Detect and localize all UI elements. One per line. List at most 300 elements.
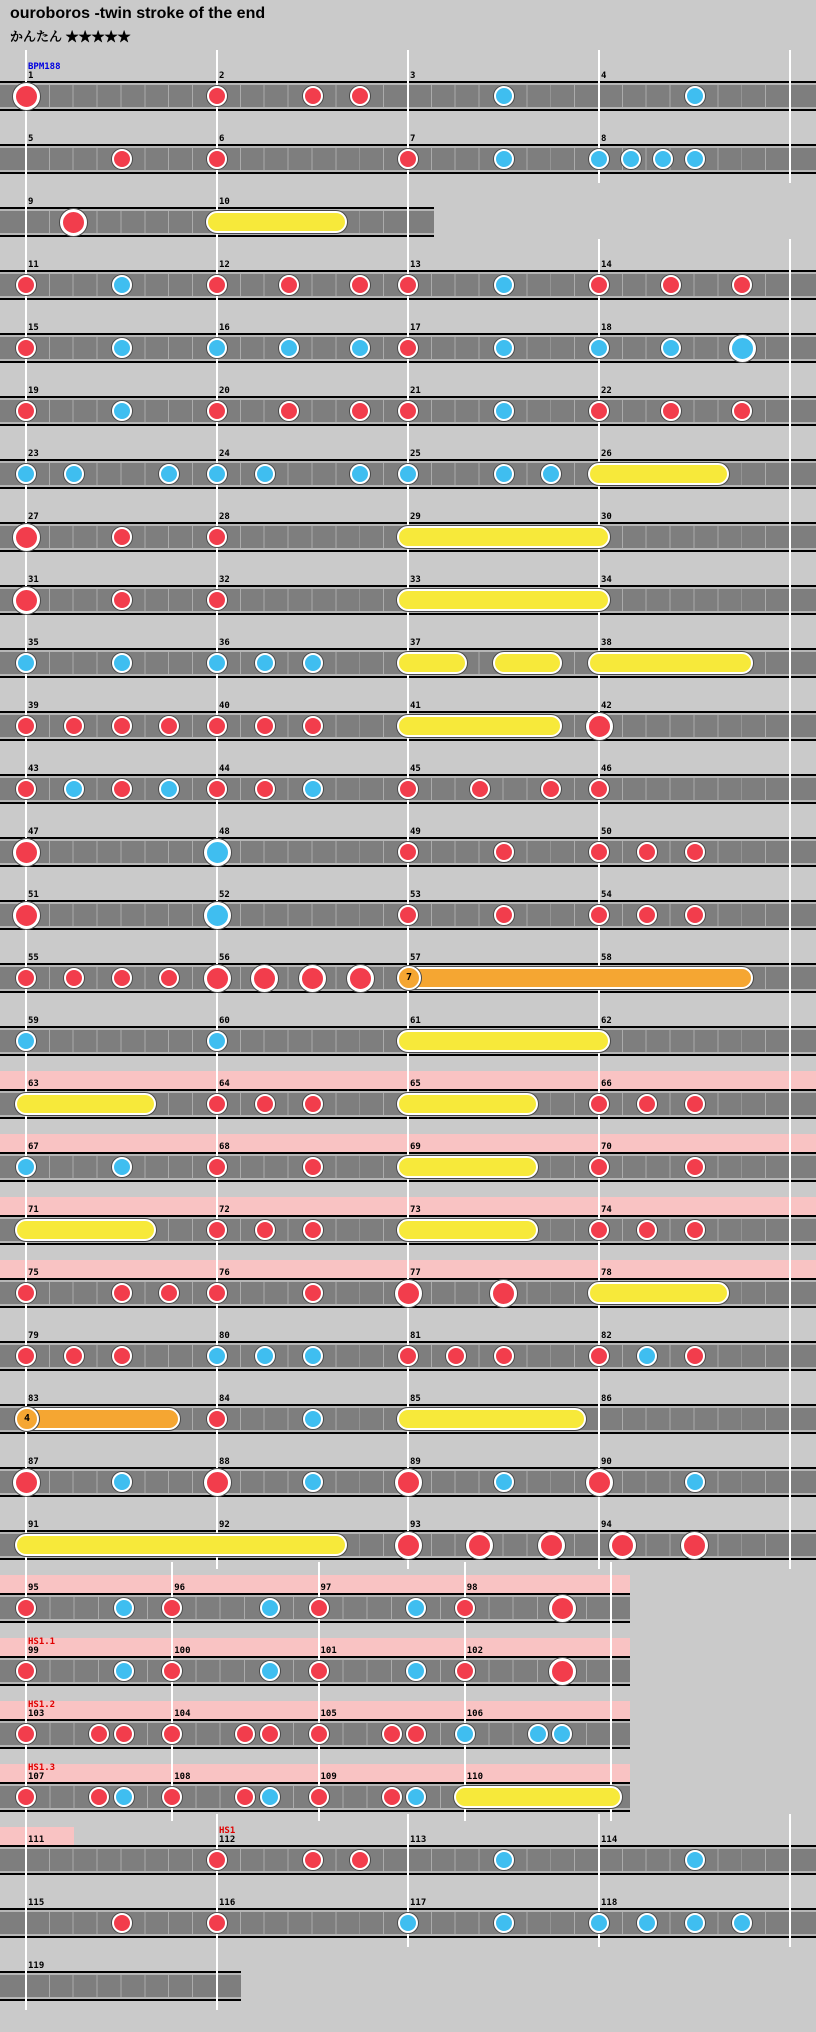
measure-number: 82 [601, 1331, 612, 1341]
don-note [589, 1157, 609, 1177]
ka-note [260, 1661, 280, 1681]
measure-number: 95 [28, 1583, 39, 1593]
track-tail-segment [790, 335, 816, 361]
don-note [255, 716, 275, 736]
don-note [303, 1220, 323, 1240]
ka-note-big [729, 335, 756, 362]
track-tail-segment [790, 1469, 816, 1495]
ka-note [16, 464, 36, 484]
measure-number: 22 [601, 386, 612, 396]
drumroll [397, 1093, 538, 1115]
ka-note [685, 1472, 705, 1492]
measure-number: 50 [601, 827, 612, 837]
drumroll [397, 715, 562, 737]
measure-number: 8 [601, 134, 607, 144]
measure-number: 36 [219, 638, 230, 648]
don-note [64, 968, 84, 988]
measure-number: 53 [410, 890, 421, 900]
measure-number: 73 [410, 1205, 421, 1215]
ka-note [114, 1661, 134, 1681]
ka-note-big [204, 839, 231, 866]
ka-note [207, 653, 227, 673]
measure-line [216, 50, 218, 120]
drumroll [397, 1156, 538, 1178]
track-tail-segment [611, 1721, 630, 1747]
measure-number: 86 [601, 1394, 612, 1404]
ka-note [494, 149, 514, 169]
track-tail-segment [790, 1280, 816, 1306]
measure-line [598, 302, 600, 372]
chart-row [0, 1575, 816, 1638]
measure-number: 19 [28, 386, 39, 396]
measure-line [789, 1058, 791, 1128]
measure-number: 98 [466, 1583, 478, 1593]
don-note [64, 716, 84, 736]
track-tail-segment [790, 1406, 816, 1432]
track-tail-segment [790, 902, 816, 928]
ka-note [494, 1850, 514, 1870]
measure-number: 97 [320, 1583, 332, 1593]
don-note [589, 1220, 609, 1240]
measure-number: 103 [28, 1709, 45, 1719]
don-note-big [13, 587, 40, 614]
measure-line [216, 1247, 218, 1317]
measure-number: 114 [601, 1835, 618, 1845]
measure-number: 81 [410, 1331, 421, 1341]
don-note [112, 1283, 132, 1303]
measure-line [25, 1688, 27, 1758]
measure-number: 23 [28, 449, 39, 459]
measure-segment [26, 902, 217, 928]
don-note [589, 779, 609, 799]
don-note [685, 905, 705, 925]
ka-note [207, 1031, 227, 1051]
measure-line [25, 617, 27, 687]
don-note-big [395, 1532, 422, 1559]
measure-number: 26 [601, 449, 612, 459]
measure-line [216, 1940, 218, 2010]
measure-line [464, 1562, 466, 1632]
ka-note [685, 1913, 705, 1933]
measure-line [318, 1751, 320, 1821]
ka-note [16, 1031, 36, 1051]
measure-line [789, 617, 791, 687]
ka-note [589, 1913, 609, 1933]
measure-number: 116 [219, 1898, 236, 1908]
measure-segment [26, 1973, 217, 1999]
measure-number: 3 [410, 71, 416, 81]
measure-segment [408, 1532, 599, 1558]
measure-segment [599, 524, 790, 550]
don-note [16, 1283, 36, 1303]
measure-segment [26, 83, 217, 109]
don-note [89, 1724, 109, 1744]
don-note-big [395, 1469, 422, 1496]
don-note [279, 401, 299, 421]
ka-note [661, 338, 681, 358]
measure-segment [599, 1028, 790, 1054]
measure-line [598, 1184, 600, 1254]
ka-note [112, 1157, 132, 1177]
don-note [309, 1787, 329, 1807]
don-note [406, 1724, 426, 1744]
don-note-big [13, 902, 40, 929]
note-track [0, 1971, 241, 2001]
measure-line [610, 1562, 612, 1632]
don-note-big [204, 1469, 231, 1496]
don-note [207, 86, 227, 106]
measure-segment [217, 335, 408, 361]
measure-line [789, 1436, 791, 1506]
don-note [382, 1787, 402, 1807]
measure-line [789, 113, 791, 183]
don-note [303, 1157, 323, 1177]
measure-number: 7 [410, 134, 416, 144]
measure-line [216, 491, 218, 561]
don-note-big [586, 713, 613, 740]
don-note [16, 401, 36, 421]
measure-line [789, 365, 791, 435]
measure-line [789, 1499, 791, 1569]
measure-number: 117 [410, 1898, 427, 1908]
measure-line [216, 1310, 218, 1380]
track-lead-segment [0, 1910, 26, 1936]
don-note-big [13, 839, 40, 866]
measure-number: 85 [410, 1394, 421, 1404]
don-note [207, 275, 227, 295]
balloon-note [397, 967, 753, 989]
don-note-big [538, 1532, 565, 1559]
don-note-big [490, 1280, 517, 1307]
ka-note [653, 149, 673, 169]
don-note-big [586, 1469, 613, 1496]
measure-segment [217, 524, 408, 550]
measure-number: 46 [601, 764, 612, 774]
don-note [303, 1850, 323, 1870]
measure-line [598, 365, 600, 435]
drumroll [493, 652, 563, 674]
measure-line [407, 239, 409, 309]
measure-line [25, 1751, 27, 1821]
ka-note [303, 1409, 323, 1429]
measure-segment [217, 146, 408, 172]
measure-line [407, 869, 409, 939]
measure-line [407, 1877, 409, 1947]
measure-number: 79 [28, 1331, 39, 1341]
chart-row [0, 1638, 816, 1701]
measure-line [598, 1373, 600, 1443]
balloon-count: 4 [15, 1407, 39, 1431]
measure-number: 62 [601, 1016, 612, 1026]
measure-segment [599, 776, 790, 802]
measure-number: 30 [601, 512, 612, 522]
measure-number: 76 [219, 1268, 230, 1278]
don-note [398, 401, 418, 421]
drumroll [397, 652, 467, 674]
measure-segment [217, 839, 408, 865]
measure-number: 92 [219, 1520, 230, 1530]
measure-line [789, 1310, 791, 1380]
measure-line [789, 1121, 791, 1191]
ka-note [207, 1346, 227, 1366]
drumroll [397, 1408, 586, 1430]
measure-line [407, 806, 409, 876]
ka-note [637, 1913, 657, 1933]
measure-number: 88 [219, 1457, 230, 1467]
measure-number: 34 [601, 575, 612, 585]
measure-line [598, 50, 600, 120]
drumroll [588, 463, 729, 485]
chart-row [0, 1890, 816, 1953]
gogo-band [0, 1638, 630, 1656]
don-note [455, 1598, 475, 1618]
measure-line [25, 680, 27, 750]
measure-number: 42 [601, 701, 612, 711]
ka-note [406, 1787, 426, 1807]
measure-line [216, 1058, 218, 1128]
don-note [112, 1913, 132, 1933]
measure-line [407, 302, 409, 372]
measure-line [789, 302, 791, 372]
measure-line [598, 743, 600, 813]
track-tail-segment [790, 146, 816, 172]
measure-number: 63 [28, 1079, 39, 1089]
measure-line [25, 113, 27, 183]
measure-line [25, 428, 27, 498]
don-note [589, 842, 609, 862]
measure-line [789, 932, 791, 1002]
drumroll [397, 1219, 538, 1241]
measure-line [216, 554, 218, 624]
don-note [637, 1220, 657, 1240]
ka-note [303, 779, 323, 799]
don-note [382, 1724, 402, 1744]
track-tail-segment [790, 776, 816, 802]
measure-line [598, 1877, 600, 1947]
chart-row [0, 1701, 816, 1764]
drumroll [15, 1219, 156, 1241]
don-note [112, 779, 132, 799]
don-note-big [347, 965, 374, 992]
don-note [16, 1724, 36, 1744]
measure-number: 119 [28, 1961, 45, 1971]
measure-line [216, 995, 218, 1065]
don-note [309, 1661, 329, 1681]
don-note-big [549, 1595, 576, 1622]
measure-number: 44 [219, 764, 230, 774]
measure-line [216, 617, 218, 687]
drumroll [206, 211, 347, 233]
measure-number: 5 [28, 134, 34, 144]
don-note-big [466, 1532, 493, 1559]
don-note [16, 1346, 36, 1366]
measure-line [25, 365, 27, 435]
ka-note-big [204, 902, 231, 929]
ka-note [255, 1346, 275, 1366]
measure-line [216, 1877, 218, 1947]
measure-segment [26, 461, 217, 487]
measure-number: 80 [219, 1331, 230, 1341]
measure-number: 75 [28, 1268, 39, 1278]
don-note [207, 590, 227, 610]
measure-number: 115 [28, 1898, 45, 1908]
measure-number: 70 [601, 1142, 612, 1152]
measure-number: 9 [28, 197, 34, 207]
don-note [89, 1787, 109, 1807]
measure-segment [319, 1658, 465, 1684]
measure-number: 90 [601, 1457, 612, 1467]
measure-segment [599, 272, 790, 298]
ka-note [494, 464, 514, 484]
ka-note [637, 1346, 657, 1366]
measure-number: 48 [219, 827, 230, 837]
ka-note [406, 1661, 426, 1681]
don-note [207, 1157, 227, 1177]
track-tail-segment [790, 1028, 816, 1054]
measure-segment [217, 1028, 408, 1054]
balloon-note [15, 1408, 180, 1430]
drumroll [15, 1534, 347, 1556]
ka-note [112, 401, 132, 421]
ka-note [494, 338, 514, 358]
measure-segment [26, 1595, 172, 1621]
ka-note [114, 1598, 134, 1618]
measure-line [318, 1625, 320, 1695]
measure-number: 65 [410, 1079, 421, 1089]
don-note [207, 527, 227, 547]
bpm-label: BPM188 [28, 62, 61, 72]
measure-segment [599, 713, 790, 739]
measure-number: 6 [219, 134, 225, 144]
measure-line [598, 113, 600, 183]
don-note-big [395, 1280, 422, 1307]
don-note [446, 1346, 466, 1366]
measure-number: 17 [410, 323, 421, 333]
measure-number: 4 [601, 71, 607, 81]
measure-line [789, 491, 791, 561]
ka-note [260, 1787, 280, 1807]
measure-number: 68 [219, 1142, 230, 1152]
ka-note [494, 1472, 514, 1492]
don-note [494, 842, 514, 862]
measure-line [598, 239, 600, 309]
balloon-count: 7 [397, 966, 421, 990]
measure-line [789, 1247, 791, 1317]
don-note-big [681, 1532, 708, 1559]
measure-line [216, 680, 218, 750]
don-note [207, 1220, 227, 1240]
measure-number: 31 [28, 575, 39, 585]
don-note [255, 1094, 275, 1114]
ka-note [621, 149, 641, 169]
measure-number: 118 [601, 1898, 618, 1908]
measure-segment [172, 1595, 318, 1621]
measure-line [25, 1310, 27, 1380]
don-note [398, 779, 418, 799]
don-note [494, 1346, 514, 1366]
don-note [16, 716, 36, 736]
ka-note [494, 1913, 514, 1933]
drumroll [588, 1282, 729, 1304]
measure-number: 37 [410, 638, 421, 648]
measure-number: 77 [410, 1268, 421, 1278]
chart-row [0, 1512, 816, 1575]
measure-line [216, 365, 218, 435]
measure-line [789, 995, 791, 1065]
track-tail-segment [790, 1910, 816, 1936]
ka-note [685, 149, 705, 169]
measure-number: 99 [28, 1646, 39, 1656]
measure-number: 13 [410, 260, 421, 270]
measure-number: 35 [28, 638, 39, 648]
ka-note [112, 338, 132, 358]
don-note [279, 275, 299, 295]
measure-number: 57 [410, 953, 421, 963]
don-note [255, 1220, 275, 1240]
track-tail-segment [790, 1532, 816, 1558]
ka-note [112, 653, 132, 673]
don-note-big [549, 1658, 576, 1685]
don-note [303, 716, 323, 736]
drumroll [397, 1030, 610, 1052]
hs-label: HS1.2 [28, 1700, 56, 1710]
ka-note [398, 1913, 418, 1933]
measure-number: 58 [601, 953, 612, 963]
measure-line [464, 1688, 466, 1758]
measure-line [610, 1625, 612, 1695]
measure-number: 49 [410, 827, 421, 837]
don-note [661, 401, 681, 421]
ka-note [255, 653, 275, 673]
measure-segment [465, 1595, 611, 1621]
measure-segment [599, 1406, 790, 1432]
measure-line [598, 1310, 600, 1380]
don-note [260, 1724, 280, 1744]
don-note [16, 1598, 36, 1618]
track-tail-segment [790, 1217, 816, 1243]
measure-number: 11 [28, 260, 39, 270]
measure-line [610, 1688, 612, 1758]
measure-line [25, 1877, 27, 1947]
track-tail-segment [790, 965, 816, 991]
measure-number: 100 [174, 1646, 191, 1656]
don-note [303, 1283, 323, 1303]
measure-line [407, 743, 409, 813]
ka-note [16, 1157, 36, 1177]
measure-number: 59 [28, 1016, 39, 1026]
measure-line [25, 743, 27, 813]
don-note-big [13, 1469, 40, 1496]
don-note [303, 1094, 323, 1114]
measure-number: 15 [28, 323, 39, 333]
ka-note [112, 1472, 132, 1492]
don-note [455, 1661, 475, 1681]
measure-line [789, 743, 791, 813]
ka-note [494, 275, 514, 295]
measure-number: 72 [219, 1205, 230, 1215]
don-note [589, 275, 609, 295]
don-note [398, 1346, 418, 1366]
don-note [637, 905, 657, 925]
don-note [207, 149, 227, 169]
measure-line [25, 1814, 27, 1884]
measure-number: 87 [28, 1457, 39, 1467]
ka-note [398, 464, 418, 484]
don-note [64, 1346, 84, 1366]
measure-number: 16 [219, 323, 230, 333]
measure-line [598, 1499, 600, 1569]
ka-note [303, 1346, 323, 1366]
